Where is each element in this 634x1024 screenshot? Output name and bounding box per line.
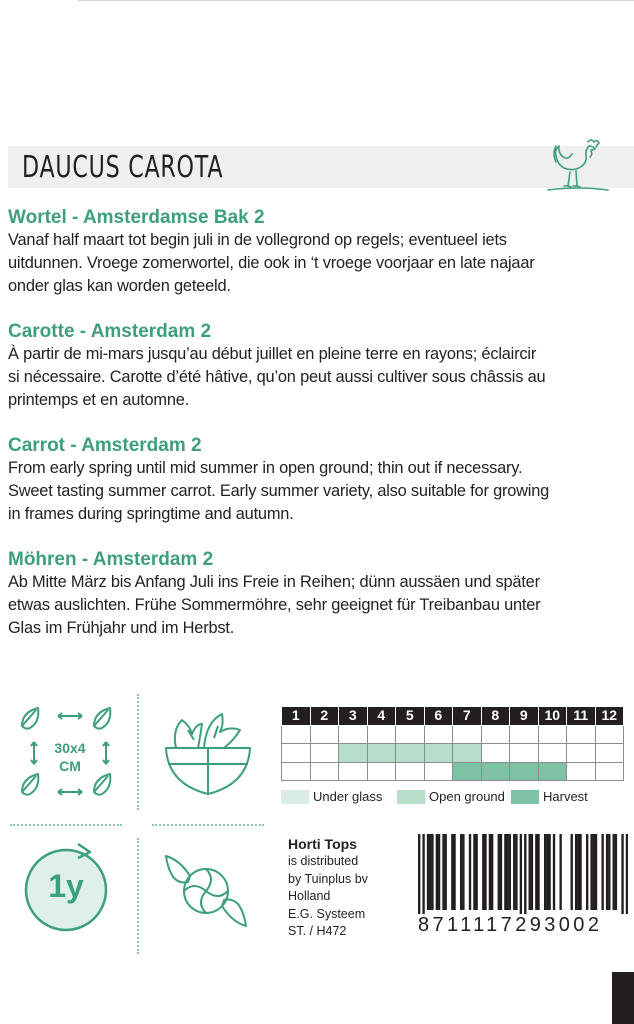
calendar-cell xyxy=(367,725,396,744)
calendar-cell xyxy=(339,725,368,744)
barcode-number: 8711117293002 xyxy=(418,914,603,936)
legend-label-open-ground: Open ground xyxy=(429,789,505,804)
distributor-line: by Tuinplus bv xyxy=(288,871,368,886)
calendar-cell xyxy=(310,725,339,744)
barcode-bar xyxy=(529,834,531,910)
section-german xyxy=(8,549,632,640)
barcode-bar xyxy=(515,834,517,910)
calendar-cell xyxy=(367,762,396,781)
barcode-bar xyxy=(553,834,555,910)
barcode-bar xyxy=(595,834,597,910)
month-label: 8 xyxy=(481,707,510,726)
distributor-line: E.G. Systeem xyxy=(288,906,366,921)
calendar-header-row xyxy=(282,707,624,726)
section-text xyxy=(8,571,632,640)
month-label: 6 xyxy=(424,707,453,726)
section-text xyxy=(8,229,632,298)
barcode-bar xyxy=(575,834,577,910)
icon-divider-horizontal xyxy=(152,824,264,826)
barcode-bar xyxy=(489,834,491,910)
barcode-bar xyxy=(453,834,455,910)
legend-label-under-glass: Under glass xyxy=(313,789,383,804)
barcode-bar xyxy=(504,834,506,910)
text-line: Sweet tasting summer carrot. Early summer variety, also suitable for growing xyxy=(8,482,550,500)
calendar-cell xyxy=(339,762,368,781)
calendar-cell xyxy=(453,725,482,744)
barcode-bar xyxy=(422,834,424,914)
calendar-cell xyxy=(510,725,539,744)
section-text xyxy=(8,457,632,526)
barcode-bar xyxy=(445,834,447,910)
barcode-bar xyxy=(506,834,508,910)
month-label: 5 xyxy=(396,707,425,726)
calendar-cell xyxy=(510,744,539,763)
barcode-bar xyxy=(438,834,440,910)
barcode-bar xyxy=(429,834,431,910)
barcode-bar xyxy=(469,834,471,910)
barcode-bar xyxy=(500,834,502,910)
calendar-cell xyxy=(310,762,339,781)
calendar-legend xyxy=(281,789,621,805)
calendar-cell xyxy=(595,744,624,763)
lifecycle-icon xyxy=(16,838,116,938)
rooster-icon xyxy=(544,136,610,202)
calendar-row-harvest xyxy=(282,762,624,781)
barcode-bar xyxy=(535,834,537,910)
barcode-bar xyxy=(621,834,623,914)
barcode-bar xyxy=(482,834,484,910)
calendar-cell xyxy=(481,744,510,763)
barcode-bar xyxy=(431,834,433,910)
calendar-cell xyxy=(567,725,596,744)
barcode-bar xyxy=(537,834,539,910)
text-line: printemps et en automne. xyxy=(8,391,190,409)
month-label: 9 xyxy=(510,707,539,726)
legend-swatch-harvest xyxy=(511,790,539,804)
barcode-bar xyxy=(548,834,550,910)
calendar-cell xyxy=(282,762,311,781)
lifecycle-label: 1y xyxy=(48,868,84,904)
barcode-bar xyxy=(606,834,608,910)
barcode-bar xyxy=(475,834,477,910)
distributor-info xyxy=(288,836,368,940)
barcode-bar xyxy=(460,834,462,910)
calendar-cell xyxy=(282,744,311,763)
calendar-cell xyxy=(396,762,425,781)
calendar-cell xyxy=(481,762,510,781)
text-line: uitdunnen. Vroege zomerwortel, die ook in ‘t vroege voorjaar en late najaar xyxy=(8,254,535,272)
barcode-bar xyxy=(418,834,420,914)
barcode-bar xyxy=(579,834,581,910)
barcode-bar xyxy=(513,834,515,910)
barcode-bar xyxy=(509,834,511,910)
calendar-cell xyxy=(424,725,453,744)
legend-label-harvest: Harvest xyxy=(543,789,588,804)
brand-name: Horti Tops xyxy=(288,836,357,852)
calendar-cell xyxy=(339,744,368,763)
barcode-bar xyxy=(626,834,628,914)
calendar-cell xyxy=(567,744,596,763)
calendar-cell xyxy=(595,725,624,744)
barcode-bar xyxy=(462,834,464,910)
calendar-cell xyxy=(424,744,453,763)
calendar-cell xyxy=(367,744,396,763)
month-label: 10 xyxy=(538,707,567,726)
calendar-cell xyxy=(453,762,482,781)
barcode-bar xyxy=(524,834,526,914)
barcode-bar xyxy=(590,834,592,910)
barcode-bar xyxy=(427,834,429,910)
calendar-cell xyxy=(396,744,425,763)
barcode-bar xyxy=(531,834,533,910)
section-text xyxy=(8,343,632,412)
spacing-icon xyxy=(14,704,126,804)
barcode-bar xyxy=(613,834,615,910)
calendar-cell xyxy=(424,762,453,781)
text-line: Ab Mitte März bis Anfang Juli ins Freie in Reihen; dünn aussäen und später xyxy=(8,573,540,591)
month-label: 3 xyxy=(339,707,368,726)
month-label: 7 xyxy=(453,707,482,726)
icon-divider-horizontal xyxy=(10,824,122,826)
calendar-cell xyxy=(453,744,482,763)
legend-swatch-open-ground xyxy=(397,790,425,804)
calendar-cell xyxy=(538,762,567,781)
month-label: 1 xyxy=(282,707,311,726)
distributor-line: ST. / H472 xyxy=(288,924,347,939)
legend-swatch-under-glass xyxy=(281,790,309,804)
section-title: Carrot - Amsterdam 2 xyxy=(8,435,202,456)
barcode-bar xyxy=(442,834,444,910)
barcode-bar xyxy=(498,834,500,910)
section-title: Carotte - Amsterdam 2 xyxy=(8,321,212,342)
sowing-calendar xyxy=(281,706,624,781)
barcode-bar xyxy=(601,834,603,910)
distributor-line: is distributed xyxy=(288,854,359,869)
section-title: Möhren - Amsterdam 2 xyxy=(8,549,214,570)
calendar-cell xyxy=(282,725,311,744)
month-label: 12 xyxy=(595,707,624,726)
barcode-bar xyxy=(546,834,548,910)
text-line: etwas auslichten. Frühe Sommermöhre, sehr geeignet für Treibanbau unter xyxy=(8,596,541,614)
section-english xyxy=(8,435,632,526)
text-line: From early spring until mid summer in open ground; thin out if necessary. xyxy=(8,459,523,477)
calendar-cell xyxy=(538,725,567,744)
barcode-bar xyxy=(593,834,595,910)
barcode-bar xyxy=(544,834,546,910)
barcode xyxy=(418,834,628,914)
month-label: 4 xyxy=(367,707,396,726)
calendar-cell xyxy=(567,762,596,781)
barcode-bar xyxy=(484,834,486,910)
vegetable-bowl-icon xyxy=(158,700,258,804)
barcode-bar xyxy=(451,834,453,910)
barcode-bar xyxy=(571,834,573,910)
section-title: Wortel - Amsterdamse Bak 2 xyxy=(8,207,265,228)
icon-divider-vertical xyxy=(137,694,139,810)
barcode-bar xyxy=(520,834,522,914)
barcode-bar xyxy=(473,834,475,910)
text-line: onder glas kan worden geteeld. xyxy=(8,277,231,295)
candy-icon xyxy=(156,846,256,936)
month-label: 11 xyxy=(567,707,596,726)
barcode-bar xyxy=(436,834,438,910)
text-line: in frames during springtime and autumn. xyxy=(8,505,294,523)
black-edge-bar xyxy=(612,972,634,1024)
text-line: À partir de mi-mars jusqu’au début juillet en pleine terre en rayons; éclaircir xyxy=(8,345,537,363)
barcode-bar xyxy=(586,834,588,910)
month-label: 2 xyxy=(310,707,339,726)
calendar-row-under-glass xyxy=(282,725,624,744)
distributor-line: Holland xyxy=(288,889,331,904)
calendar-cell xyxy=(538,744,567,763)
top-rule xyxy=(78,0,634,1)
text-line: Vanaf half maart tot begin juli in de vollegrond op regels; eventueel iets xyxy=(8,231,507,249)
barcode-bar xyxy=(491,834,493,910)
calendar-cell xyxy=(510,762,539,781)
barcode-bar xyxy=(615,834,617,910)
latin-name: DAUCUS CAROTA xyxy=(22,150,224,185)
spacing-value: 30x4 xyxy=(54,740,86,756)
calendar-cell xyxy=(310,744,339,763)
section-dutch xyxy=(8,207,632,298)
barcode-bar xyxy=(608,834,610,910)
icon-divider-vertical xyxy=(137,838,139,954)
text-line: si nécessaire. Carotte d’été hâtive, qu’on peut aussi cultiver sous châssis au xyxy=(8,368,546,386)
section-french xyxy=(8,321,632,412)
calendar-cell xyxy=(481,725,510,744)
calendar-cell xyxy=(595,762,624,781)
text-line: Glas im Frühjahr und im Herbst. xyxy=(8,619,235,637)
calendar-row-open-ground xyxy=(282,744,624,763)
barcode-bar xyxy=(559,834,561,910)
barcode-bar xyxy=(577,834,579,910)
spacing-unit: CM xyxy=(59,758,81,774)
calendar-cell xyxy=(396,725,425,744)
